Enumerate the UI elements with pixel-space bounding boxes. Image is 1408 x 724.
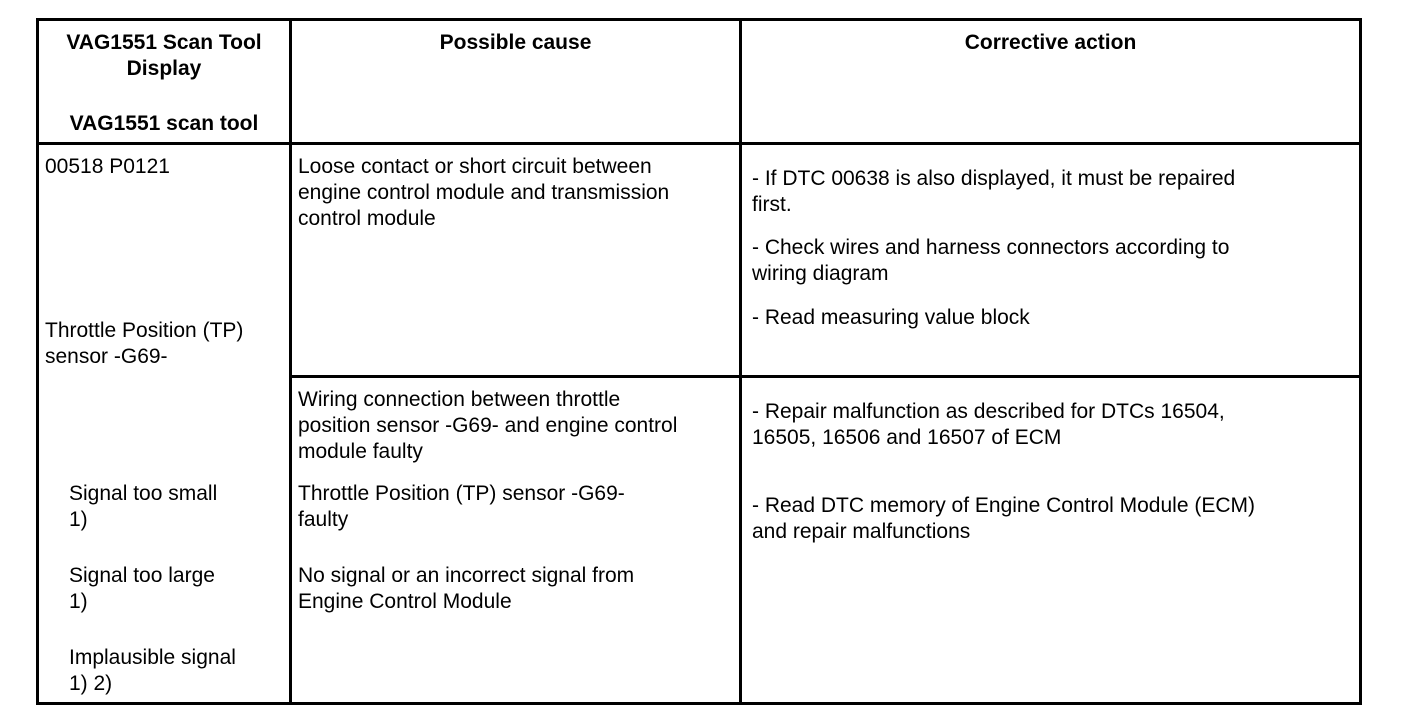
- table-border-right: [1359, 18, 1362, 705]
- table-border-top: [36, 18, 1362, 21]
- cause-wiring-connection: Wiring connection between throttle position sensor -G69- and engine control module faulty: [298, 388, 678, 463]
- column-divider-1: [289, 18, 292, 705]
- cause-loose-contact: Loose contact or short circuit between engine control module and transmission control module: [298, 155, 670, 230]
- header-col3-title: Corrective action: [964, 31, 1137, 54]
- action-read-measuring-block: - Read measuring value block: [752, 306, 1030, 329]
- condition-implausible-signal: Implausible signal 1) 2): [69, 646, 236, 695]
- action-read-dtc-memory: - Read DTC memory of Engine Control Module (ECM) and repair malfunctions: [752, 494, 1255, 543]
- action-check-dtc-00638: - If DTC 00638 is also displayed, it must be repaired first.: [752, 167, 1236, 216]
- table-border-bottom: [36, 702, 1362, 705]
- header-col1-subtitle: VAG1551 scan tool: [69, 112, 259, 135]
- action-check-wires: - Check wires and harness connectors according to wiring diagram: [752, 236, 1230, 285]
- header-col1-title: VAG1551 Scan Tool Display: [66, 31, 262, 80]
- cause-sensor-faulty: Throttle Position (TP) sensor -G69- faulty: [298, 482, 625, 531]
- component-name: Throttle Position (TP) sensor -G69-: [45, 319, 244, 368]
- row-divider: [289, 375, 1362, 378]
- column-divider-2: [739, 18, 742, 705]
- condition-signal-too-large: Signal too large 1): [69, 564, 215, 613]
- header-divider: [36, 142, 1362, 145]
- header-col2-title: Possible cause: [439, 31, 592, 54]
- cause-no-signal-from-ecm: No signal or an incorrect signal from Engine Control Module: [298, 564, 635, 613]
- action-repair-malfunction: - Repair malfunction as described for DTCs 16504, 16505, 16506 and 16507 of ECM: [752, 400, 1225, 449]
- condition-signal-too-small: Signal too small 1): [69, 482, 218, 531]
- dtc-code: 00518 P0121: [45, 155, 170, 178]
- diagnostic-table: [36, 18, 1362, 705]
